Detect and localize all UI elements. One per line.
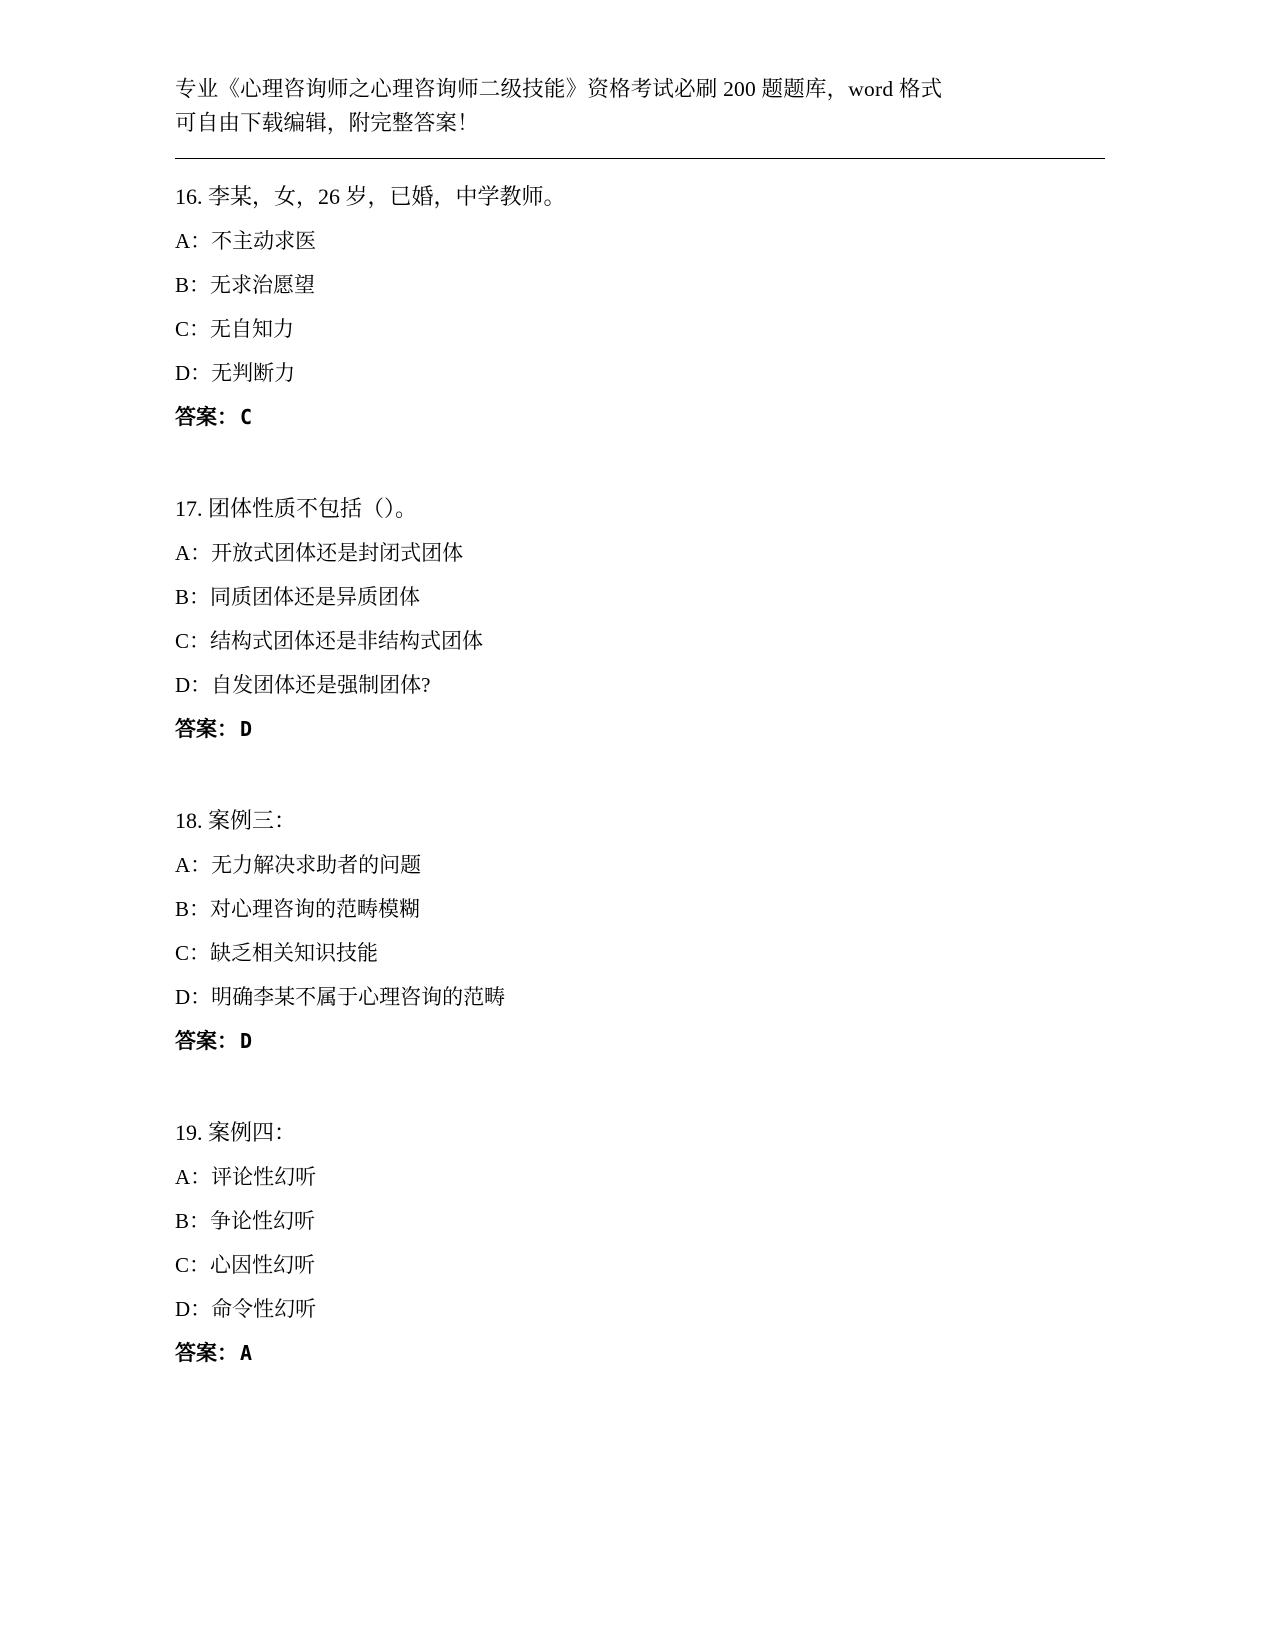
answer-value: D (240, 1029, 253, 1053)
answer-row (175, 395, 1105, 439)
question-option: A：无力解决求助者的问题 (175, 853, 422, 877)
question-stem: 16. 李某，女，26 岁，已婚，中学教师。 (175, 184, 566, 209)
question-option: C：缺乏相关知识技能 (175, 941, 379, 965)
questions-container (175, 175, 1105, 1375)
question-stem: 17. 团体性质不包括（）。 (175, 496, 418, 521)
answer-row (175, 707, 1105, 751)
question-option: B：对心理咨询的范畴模糊 (175, 897, 421, 921)
question-option: A：开放式团体还是封闭式团体 (175, 541, 464, 565)
question-block (175, 799, 1105, 1063)
question-stem: 18. 案例三： (175, 808, 297, 833)
answer-value: D (240, 717, 253, 741)
question-block (175, 1111, 1105, 1375)
answer-value: C (240, 405, 253, 429)
answer-row (175, 1019, 1105, 1063)
answer-label: 答案： (175, 405, 238, 429)
question-option: C：无自知力 (175, 317, 295, 341)
question-option: D：无判断力 (175, 361, 296, 385)
document-header (175, 72, 1105, 140)
answer-label: 答案： (175, 717, 238, 741)
question-block (175, 175, 1105, 439)
question-option: B：争论性幻听 (175, 1209, 316, 1233)
question-option: A：评论性幻听 (175, 1165, 317, 1189)
question-stem: 19. 案例四： (175, 1120, 297, 1145)
answer-label: 答案： (175, 1341, 238, 1365)
header-divider (175, 158, 1105, 159)
question-option: D：自发团体还是强制团体? (175, 673, 431, 697)
question-option: B：无求治愿望 (175, 273, 316, 297)
question-option: D：命令性幻听 (175, 1297, 317, 1321)
question-option: C：结构式团体还是非结构式团体 (175, 629, 484, 653)
header-line-1: 专业《心理咨询师之心理咨询师二级技能》资格考试必刷 200 题题库，word 格式 (175, 77, 943, 101)
answer-value: A (240, 1341, 253, 1365)
answer-label: 答案： (175, 1029, 238, 1053)
question-option: D：明确李某不属于心理咨询的范畴 (175, 985, 506, 1009)
answer-row (175, 1331, 1105, 1375)
question-option: B：同质团体还是异质团体 (175, 585, 421, 609)
header-line-2: 可自由下载编辑，附完整答案！ (175, 111, 479, 135)
question-option: C：心因性幻听 (175, 1253, 316, 1277)
question-option: A：不主动求医 (175, 229, 317, 253)
question-block (175, 487, 1105, 751)
